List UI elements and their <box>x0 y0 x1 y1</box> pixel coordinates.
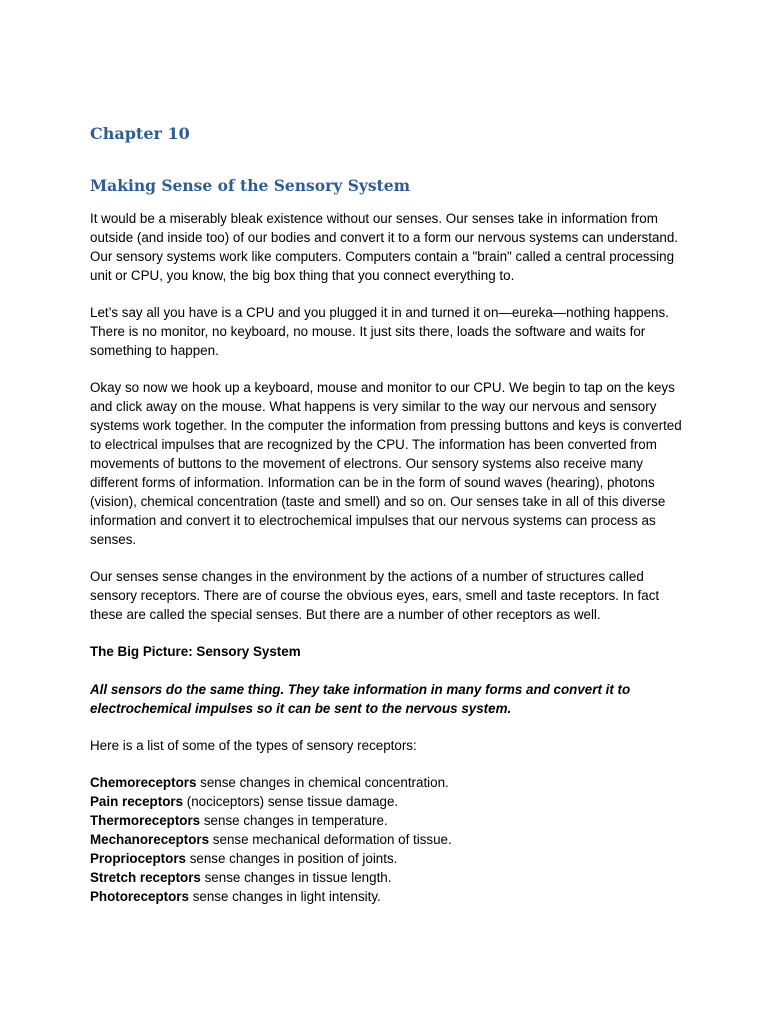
list-item <box>90 793 682 812</box>
paragraph: Okay so now we hook up a keyboard, mouse and monitor to our CPU. We begin to tap on the keys and click away on the mouse. What happens is very similar to the way our nervous and sensory systems work together. In the computer the information from pressing buttons and keys is converted to electrical impulses that are recognized by the CPU. The information has been converted from movements of buttons to the movement of electrons. Our sensory systems also receive many different forms of information. Information can be in the form of sound waves (hearing), photons (vision), chemical concentration (taste and smell) and so on. Our senses take in all of this diverse information and convert it to electrochemical impulses that our nervous systems can process as senses. <box>90 380 682 547</box>
receptor-description: sense changes in tissue length. <box>200 869 392 885</box>
chapter-heading: Chapter 10 <box>90 124 190 143</box>
receptor-description: (nociceptors) sense tissue damage. <box>183 794 399 810</box>
paragraph: Our senses sense changes in the environment by the actions of a number of structures called sensory receptors. There are of course the obvious eyes, ears, smell and taste receptors. In fact these are called the special senses. But there are a number of other receptors as well. <box>90 569 660 622</box>
receptor-term: Mechanoreceptors <box>90 832 210 848</box>
big-picture-heading: The Big Picture: Sensory System <box>90 644 301 660</box>
big-picture-callout: All sensors do the same thing. They take information in many forms and convert it to electrochemical impulses so it can be sent to the nervous system. <box>90 681 631 716</box>
receptor-term: Proprioceptors <box>90 850 186 866</box>
document-content <box>90 122 682 907</box>
section-title: Making Sense of the Sensory System <box>90 176 411 195</box>
paragraph: Let’s say all you have is a CPU and you plugged it in and turned it on—eureka—nothing happens. There is no monitor, no keyboard, no mouse. It just sits there, loads the software and waits for something to happen. <box>90 305 669 358</box>
receptor-term: Stretch receptors <box>90 869 201 885</box>
paragraph: It would be a miserably bleak existence without our senses. Our senses take in information from outside (and inside too) of our bodies and convert it to a form our nervous systems can understand. Our sensory systems work like computers. Computers contain a "brain" called a central processing unit or CPU, you know, the big box thing that you connect everything to. <box>90 211 679 283</box>
list-item <box>90 831 682 850</box>
list-item <box>90 812 682 831</box>
receptor-description: sense changes in position of joints. <box>185 850 398 866</box>
list-item <box>90 869 682 888</box>
receptor-description: sense mechanical deformation of tissue. <box>209 832 452 848</box>
receptor-term: Chemoreceptors <box>90 775 197 791</box>
receptor-description: sense changes in light intensity. <box>188 888 381 904</box>
receptor-term: Photoreceptors <box>90 888 189 904</box>
list-item <box>90 850 682 869</box>
receptor-term: Thermoreceptors <box>90 813 201 829</box>
receptor-description: sense changes in chemical concentration. <box>196 775 449 791</box>
list-item <box>90 888 682 907</box>
list-intro: Here is a list of some of the types of sensory receptors: <box>90 737 417 753</box>
list-item <box>90 774 682 793</box>
receptor-description: sense changes in temperature. <box>200 813 388 829</box>
receptor-list <box>90 774 682 906</box>
receptor-term: Pain receptors <box>90 794 184 810</box>
